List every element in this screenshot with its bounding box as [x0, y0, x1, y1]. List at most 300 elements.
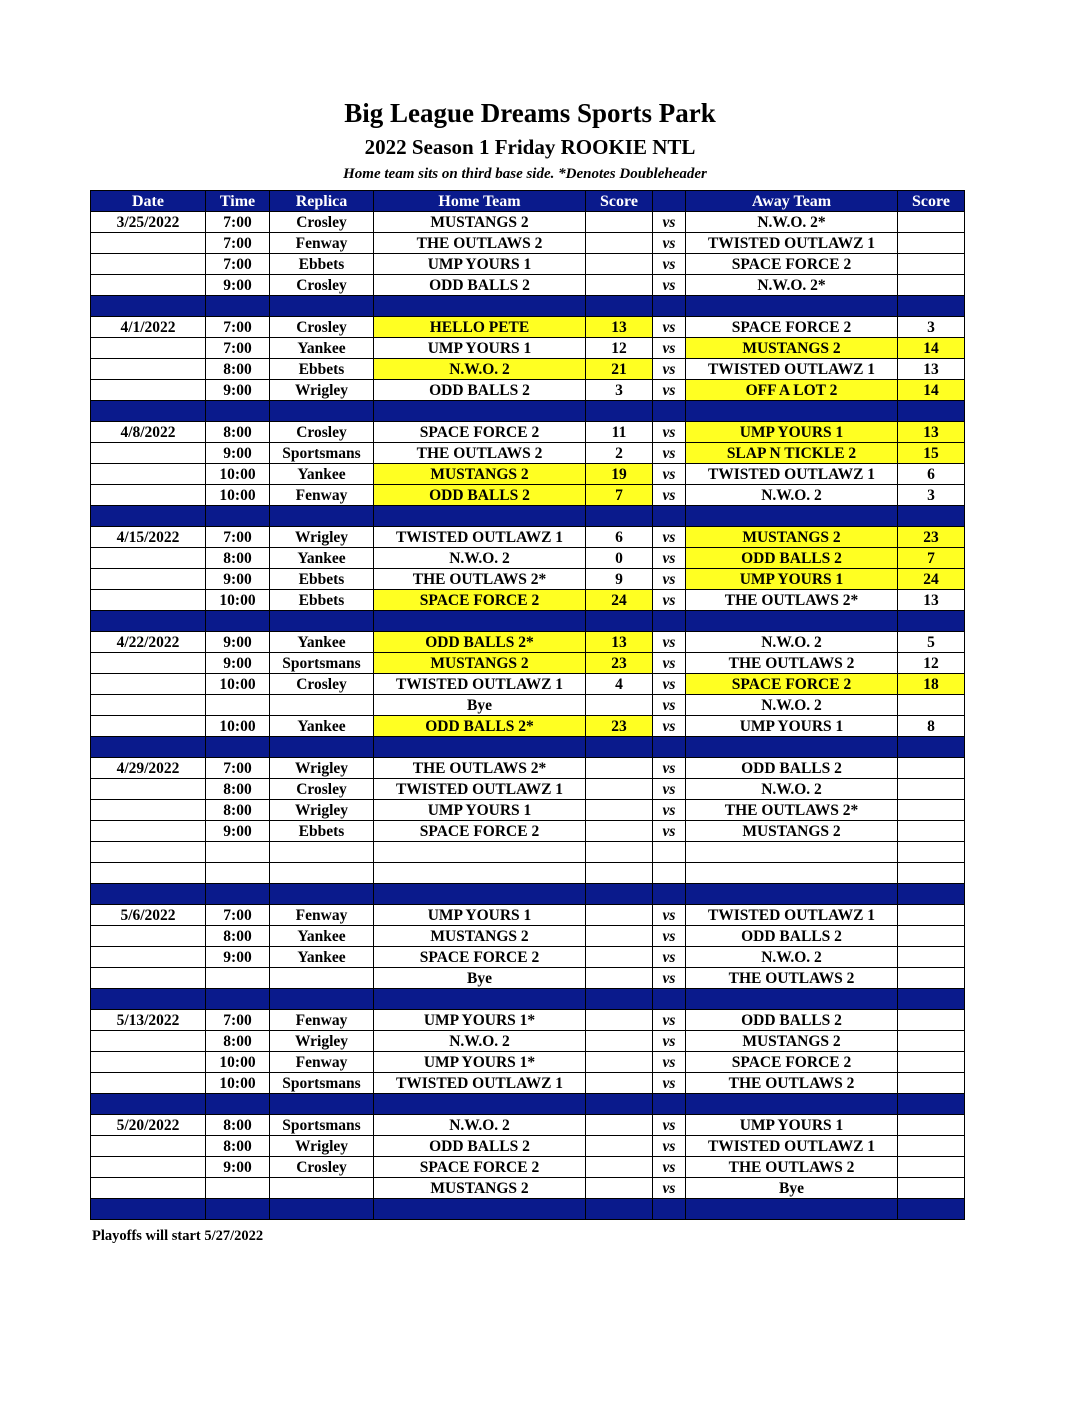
away-score: 13 — [898, 590, 965, 611]
away-score: 12 — [898, 653, 965, 674]
game-date — [91, 947, 206, 968]
game-field: Ebbets — [270, 254, 374, 275]
home-team: SPACE FORCE 2 — [374, 1157, 586, 1178]
away-score — [898, 863, 965, 884]
game-field: Yankee — [270, 947, 374, 968]
game-time: 8:00 — [206, 926, 270, 947]
vs-label: vs — [653, 1010, 686, 1031]
home-score: 3 — [586, 380, 653, 401]
home-team: MUSTANGS 2 — [374, 1178, 586, 1199]
game-time: 7:00 — [206, 254, 270, 275]
game-field — [270, 842, 374, 863]
separator-cell — [270, 989, 374, 1010]
away-team: SLAP N TICKLE 2 — [686, 443, 898, 464]
game-row — [91, 926, 965, 947]
game-field: Ebbets — [270, 359, 374, 380]
game-time: 7:00 — [206, 758, 270, 779]
separator-cell — [91, 1094, 206, 1115]
away-team: TWISTED OUTLAWZ 1 — [686, 233, 898, 254]
away-team: ODD BALLS 2 — [686, 548, 898, 569]
game-time: 9:00 — [206, 947, 270, 968]
game-field: Yankee — [270, 548, 374, 569]
away-team: Bye — [686, 1178, 898, 1199]
separator-cell — [374, 989, 586, 1010]
game-date — [91, 275, 206, 296]
vs-label: vs — [653, 527, 686, 548]
game-date: 4/29/2022 — [91, 758, 206, 779]
separator-cell — [374, 611, 586, 632]
away-team: UMP YOURS 1 — [686, 1115, 898, 1136]
separator-cell — [586, 1199, 653, 1220]
home-score: 2 — [586, 443, 653, 464]
home-score — [586, 695, 653, 716]
game-row — [91, 254, 965, 275]
away-score: 24 — [898, 569, 965, 590]
home-score: 11 — [586, 422, 653, 443]
home-team: Bye — [374, 968, 586, 989]
game-date — [91, 443, 206, 464]
away-score: 13 — [898, 359, 965, 380]
vs-label: vs — [653, 653, 686, 674]
game-date — [91, 779, 206, 800]
game-date — [91, 800, 206, 821]
vs-label: vs — [653, 821, 686, 842]
vs-label: vs — [653, 317, 686, 338]
vs-label: vs — [653, 1115, 686, 1136]
home-team: HELLO PETE — [374, 317, 586, 338]
game-time: 8:00 — [206, 548, 270, 569]
home-team: UMP YOURS 1* — [374, 1010, 586, 1031]
vs-label: vs — [653, 464, 686, 485]
away-team: N.W.O. 2* — [686, 212, 898, 233]
separator-cell — [91, 506, 206, 527]
game-field: Crosley — [270, 674, 374, 695]
away-team: N.W.O. 2 — [686, 695, 898, 716]
away-score: 3 — [898, 317, 965, 338]
game-date: 4/8/2022 — [91, 422, 206, 443]
home-score: 21 — [586, 359, 653, 380]
separator-cell — [898, 737, 965, 758]
game-field: Fenway — [270, 485, 374, 506]
week-separator-row — [91, 737, 965, 758]
home-score — [586, 905, 653, 926]
home-team: MUSTANGS 2 — [374, 926, 586, 947]
game-time: 9:00 — [206, 632, 270, 653]
home-team: THE OUTLAWS 2 — [374, 443, 586, 464]
separator-cell — [206, 401, 270, 422]
away-score — [898, 821, 965, 842]
home-score — [586, 233, 653, 254]
game-field: Wrigley — [270, 1031, 374, 1052]
game-row — [91, 716, 965, 737]
game-time — [206, 968, 270, 989]
separator-cell — [653, 989, 686, 1010]
game-time: 10:00 — [206, 464, 270, 485]
game-field — [270, 695, 374, 716]
away-team: SPACE FORCE 2 — [686, 254, 898, 275]
game-time: 9:00 — [206, 653, 270, 674]
separator-cell — [898, 1199, 965, 1220]
home-team: TWISTED OUTLAWZ 1 — [374, 1073, 586, 1094]
separator-cell — [586, 884, 653, 905]
away-score — [898, 233, 965, 254]
week-separator-row — [91, 1094, 965, 1115]
game-time: 10:00 — [206, 1052, 270, 1073]
game-row — [91, 1010, 965, 1031]
separator-cell — [91, 611, 206, 632]
home-score: 6 — [586, 527, 653, 548]
home-score — [586, 275, 653, 296]
home-team: SPACE FORCE 2 — [374, 590, 586, 611]
away-score — [898, 1073, 965, 1094]
separator-cell — [270, 611, 374, 632]
home-team: TWISTED OUTLAWZ 1 — [374, 527, 586, 548]
home-team: TWISTED OUTLAWZ 1 — [374, 779, 586, 800]
vs-label: vs — [653, 1136, 686, 1157]
vs-label: vs — [653, 422, 686, 443]
game-date — [91, 485, 206, 506]
separator-cell — [686, 1199, 898, 1220]
game-date — [91, 1157, 206, 1178]
away-score — [898, 212, 965, 233]
vs-label: vs — [653, 800, 686, 821]
game-row — [91, 968, 965, 989]
away-score — [898, 926, 965, 947]
away-team: N.W.O. 2* — [686, 275, 898, 296]
game-date — [91, 863, 206, 884]
column-header-home-team: Home Team — [374, 191, 586, 212]
away-score: 18 — [898, 674, 965, 695]
home-team: ODD BALLS 2 — [374, 380, 586, 401]
game-date — [91, 695, 206, 716]
game-date — [91, 653, 206, 674]
home-score: 23 — [586, 716, 653, 737]
column-header-away-score: Score — [898, 191, 965, 212]
home-team: ODD BALLS 2 — [374, 485, 586, 506]
game-time: 7:00 — [206, 338, 270, 359]
game-time: 9:00 — [206, 1157, 270, 1178]
home-team: SPACE FORCE 2 — [374, 821, 586, 842]
game-field: Ebbets — [270, 569, 374, 590]
separator-cell — [898, 884, 965, 905]
away-score: 23 — [898, 527, 965, 548]
separator-cell — [653, 1199, 686, 1220]
separator-cell — [206, 989, 270, 1010]
away-team: SPACE FORCE 2 — [686, 317, 898, 338]
home-team: THE OUTLAWS 2* — [374, 758, 586, 779]
away-team: THE OUTLAWS 2 — [686, 968, 898, 989]
game-date: 4/22/2022 — [91, 632, 206, 653]
vs-label — [653, 863, 686, 884]
home-team: ODD BALLS 2* — [374, 632, 586, 653]
away-team: N.W.O. 2 — [686, 779, 898, 800]
separator-cell — [686, 296, 898, 317]
separator-cell — [374, 1199, 586, 1220]
home-score: 4 — [586, 674, 653, 695]
game-date — [91, 380, 206, 401]
week-separator-row — [91, 611, 965, 632]
home-score — [586, 1010, 653, 1031]
home-team: Bye — [374, 695, 586, 716]
home-team: ODD BALLS 2 — [374, 275, 586, 296]
away-team — [686, 842, 898, 863]
vs-label: vs — [653, 716, 686, 737]
away-team: SPACE FORCE 2 — [686, 674, 898, 695]
separator-cell — [91, 296, 206, 317]
home-team: UMP YOURS 1 — [374, 905, 586, 926]
game-row — [91, 947, 965, 968]
game-field: Crosley — [270, 275, 374, 296]
game-field: Yankee — [270, 338, 374, 359]
playoffs-note: Playoffs will start 5/27/2022 — [92, 1228, 264, 1244]
vs-label: vs — [653, 338, 686, 359]
game-date — [91, 1052, 206, 1073]
home-score: 0 — [586, 548, 653, 569]
home-score — [586, 254, 653, 275]
away-team: MUSTANGS 2 — [686, 821, 898, 842]
away-score — [898, 1031, 965, 1052]
game-row — [91, 1073, 965, 1094]
vs-label: vs — [653, 758, 686, 779]
home-score — [586, 926, 653, 947]
home-score — [586, 1157, 653, 1178]
game-row — [91, 380, 965, 401]
home-team: N.W.O. 2 — [374, 1115, 586, 1136]
separator-cell — [898, 1094, 965, 1115]
separator-cell — [686, 1094, 898, 1115]
vs-label: vs — [653, 1178, 686, 1199]
home-score — [586, 842, 653, 863]
game-row — [91, 233, 965, 254]
separator-cell — [586, 1094, 653, 1115]
away-score — [898, 800, 965, 821]
vs-label: vs — [653, 1031, 686, 1052]
away-score — [898, 947, 965, 968]
away-score — [898, 779, 965, 800]
home-score — [586, 947, 653, 968]
game-time: 7:00 — [206, 233, 270, 254]
away-score — [898, 695, 965, 716]
away-team: UMP YOURS 1 — [686, 422, 898, 443]
game-field: Yankee — [270, 716, 374, 737]
game-field: Crosley — [270, 779, 374, 800]
vs-label: vs — [653, 359, 686, 380]
game-field: Yankee — [270, 464, 374, 485]
home-team: MUSTANGS 2 — [374, 212, 586, 233]
game-date: 3/25/2022 — [91, 212, 206, 233]
table-header-row — [91, 191, 965, 212]
game-row — [91, 674, 965, 695]
game-date — [91, 338, 206, 359]
vs-label: vs — [653, 443, 686, 464]
column-header-date: Date — [91, 191, 206, 212]
home-score — [586, 821, 653, 842]
home-team: N.W.O. 2 — [374, 359, 586, 380]
game-date — [91, 716, 206, 737]
game-time: 7:00 — [206, 317, 270, 338]
away-team: THE OUTLAWS 2 — [686, 1073, 898, 1094]
vs-label: vs — [653, 275, 686, 296]
game-time: 7:00 — [206, 905, 270, 926]
home-score — [586, 1178, 653, 1199]
separator-cell — [206, 506, 270, 527]
away-score: 13 — [898, 422, 965, 443]
game-row — [91, 527, 965, 548]
game-field: Yankee — [270, 632, 374, 653]
game-date — [91, 926, 206, 947]
week-separator-row — [91, 506, 965, 527]
vs-label: vs — [653, 548, 686, 569]
separator-cell — [91, 989, 206, 1010]
game-field: Crosley — [270, 212, 374, 233]
game-row — [91, 779, 965, 800]
separator-cell — [270, 1094, 374, 1115]
game-field: Wrigley — [270, 800, 374, 821]
away-team: N.W.O. 2 — [686, 485, 898, 506]
away-score — [898, 758, 965, 779]
game-time: 10:00 — [206, 716, 270, 737]
vs-label: vs — [653, 212, 686, 233]
separator-cell — [206, 296, 270, 317]
away-score: 14 — [898, 380, 965, 401]
game-time: 9:00 — [206, 821, 270, 842]
home-team: SPACE FORCE 2 — [374, 422, 586, 443]
game-row — [91, 1031, 965, 1052]
home-score: 19 — [586, 464, 653, 485]
game-date: 5/20/2022 — [91, 1115, 206, 1136]
away-team: TWISTED OUTLAWZ 1 — [686, 1136, 898, 1157]
home-team — [374, 863, 586, 884]
separator-cell — [586, 296, 653, 317]
game-time — [206, 695, 270, 716]
game-time: 10:00 — [206, 674, 270, 695]
game-time — [206, 1178, 270, 1199]
game-time: 10:00 — [206, 1073, 270, 1094]
separator-cell — [653, 884, 686, 905]
game-field: Wrigley — [270, 1136, 374, 1157]
away-score: 15 — [898, 443, 965, 464]
game-row — [91, 1157, 965, 1178]
separator-cell — [686, 611, 898, 632]
game-time: 9:00 — [206, 569, 270, 590]
vs-label: vs — [653, 695, 686, 716]
home-team: ODD BALLS 2* — [374, 716, 586, 737]
away-team: SPACE FORCE 2 — [686, 1052, 898, 1073]
game-field — [270, 968, 374, 989]
away-score — [898, 968, 965, 989]
game-date — [91, 1136, 206, 1157]
separator-cell — [686, 506, 898, 527]
game-date — [91, 254, 206, 275]
home-score — [586, 758, 653, 779]
home-team: THE OUTLAWS 2* — [374, 569, 586, 590]
separator-cell — [206, 1094, 270, 1115]
game-row — [91, 590, 965, 611]
vs-label: vs — [653, 380, 686, 401]
vs-label: vs — [653, 233, 686, 254]
separator-cell — [374, 401, 586, 422]
away-team: UMP YOURS 1 — [686, 716, 898, 737]
game-date — [91, 590, 206, 611]
separator-cell — [374, 737, 586, 758]
vs-label: vs — [653, 569, 686, 590]
game-row — [91, 905, 965, 926]
vs-label: vs — [653, 779, 686, 800]
separator-cell — [898, 506, 965, 527]
week-separator-row — [91, 401, 965, 422]
page-title: Big League Dreams Sports Park — [344, 98, 716, 128]
schedule-table — [90, 190, 965, 1220]
schedule-note: Home team sits on third base side. *Denotes Doubleheader — [343, 166, 707, 182]
game-time — [206, 863, 270, 884]
game-time: 8:00 — [206, 800, 270, 821]
game-time: 9:00 — [206, 275, 270, 296]
column-header-replica: Replica — [270, 191, 374, 212]
game-row — [91, 632, 965, 653]
week-separator-row — [91, 989, 965, 1010]
separator-cell — [91, 1199, 206, 1220]
separator-cell — [270, 506, 374, 527]
separator-cell — [653, 296, 686, 317]
game-field: Ebbets — [270, 821, 374, 842]
away-team: THE OUTLAWS 2* — [686, 800, 898, 821]
home-score: 13 — [586, 632, 653, 653]
game-row — [91, 548, 965, 569]
game-date — [91, 1073, 206, 1094]
game-date — [91, 674, 206, 695]
game-row — [91, 1052, 965, 1073]
away-score — [898, 1115, 965, 1136]
game-row — [91, 758, 965, 779]
separator-cell — [898, 296, 965, 317]
home-team: MUSTANGS 2 — [374, 653, 586, 674]
separator-cell — [586, 737, 653, 758]
column-header-away-team: Away Team — [686, 191, 898, 212]
game-row — [91, 422, 965, 443]
home-score: 9 — [586, 569, 653, 590]
separator-cell — [686, 737, 898, 758]
home-score: 12 — [586, 338, 653, 359]
away-team: TWISTED OUTLAWZ 1 — [686, 359, 898, 380]
separator-cell — [898, 401, 965, 422]
game-row — [91, 821, 965, 842]
away-team: MUSTANGS 2 — [686, 527, 898, 548]
separator-cell — [653, 506, 686, 527]
away-team: N.W.O. 2 — [686, 632, 898, 653]
away-team: THE OUTLAWS 2 — [686, 1157, 898, 1178]
game-date — [91, 842, 206, 863]
vs-label: vs — [653, 1052, 686, 1073]
vs-label: vs — [653, 632, 686, 653]
separator-cell — [653, 611, 686, 632]
game-time: 7:00 — [206, 212, 270, 233]
separator-cell — [586, 506, 653, 527]
home-team: UMP YOURS 1 — [374, 254, 586, 275]
game-time: 9:00 — [206, 443, 270, 464]
home-team: N.W.O. 2 — [374, 1031, 586, 1052]
home-team: MUSTANGS 2 — [374, 464, 586, 485]
game-date — [91, 1178, 206, 1199]
home-score — [586, 1052, 653, 1073]
away-score: 8 — [898, 716, 965, 737]
home-score — [586, 800, 653, 821]
vs-label: vs — [653, 968, 686, 989]
home-score: 13 — [586, 317, 653, 338]
game-field — [270, 1178, 374, 1199]
game-field — [270, 863, 374, 884]
game-row — [91, 695, 965, 716]
away-team: MUSTANGS 2 — [686, 1031, 898, 1052]
